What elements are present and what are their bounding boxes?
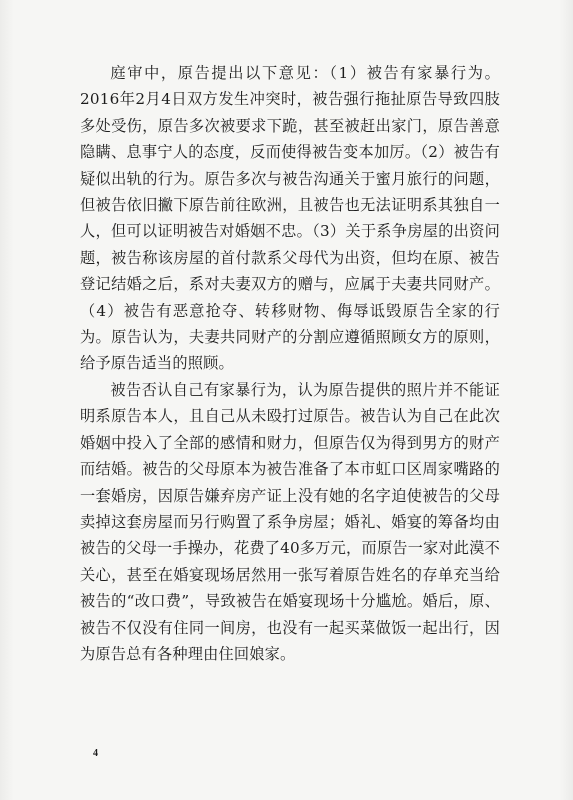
page-number: 4 xyxy=(93,748,98,759)
paragraph-defendant-response: 被告否认自己有家暴行为，认为原告提供的照片并不能证明系原告本人，且自己从未殴打过原告。被告认为自己在此次婚姻中投入了全部的感情和财力，但原告仅为得到男方的财产而结婚。被告的父母原本为被告准备了本市虹口区周家嘴路的一套婚房，因原告嫌弃房产证上没有她的名字迫使被告的父母卖掉这套房屋而另行购置了系争房屋；婚礼、婚宴的筹备均由被告的父母一手操办，花费了40多万元，而原告一家对此漠不关心，甚至在婚宴现场居然用一张写着原告姓名的存单充当给被告的“改口费”，导致被告在婚宴现场十分尴尬。婚后，原、被告不仅没有住同一间房，也没有一起买菜做饭一起出行，因为原告总有各种理由住回娘家。 xyxy=(80,380,500,663)
document-body xyxy=(80,60,500,667)
paragraph-plaintiff-opinions: 庭审中，原告提出以下意见：（1）被告有家暴行为。2016年2月4日双方发生冲突时，被告强行拖扯原告导致四肢多处受伤，原告多次被要求下跪，甚至被赶出家门，原告善意隐瞒、息事宁人的态度，反而使得被告变本加厉。（2）被告有疑似出轨的行为。原告多次与被告沟通关于蜜月旅行的问题，但被告依旧撇下原告前往欧洲，且被告也无法证明系其独自一人，但可以证明被告对婚姻不忠。（3）关于系争房屋的出资问题，被告称该房屋的首付款系父母代为出资，但均在原、被告登记结婚之后，系对夫妻双方的赠与，应属于夫妻共同财产。（4）被告有恶意抢夺、转移财物、侮辱诋毁原告全家的行为。原告认为，夫妻共同财产的分割应遵循照顾女方的原则，给予原告适当的照顾。 xyxy=(80,64,500,373)
